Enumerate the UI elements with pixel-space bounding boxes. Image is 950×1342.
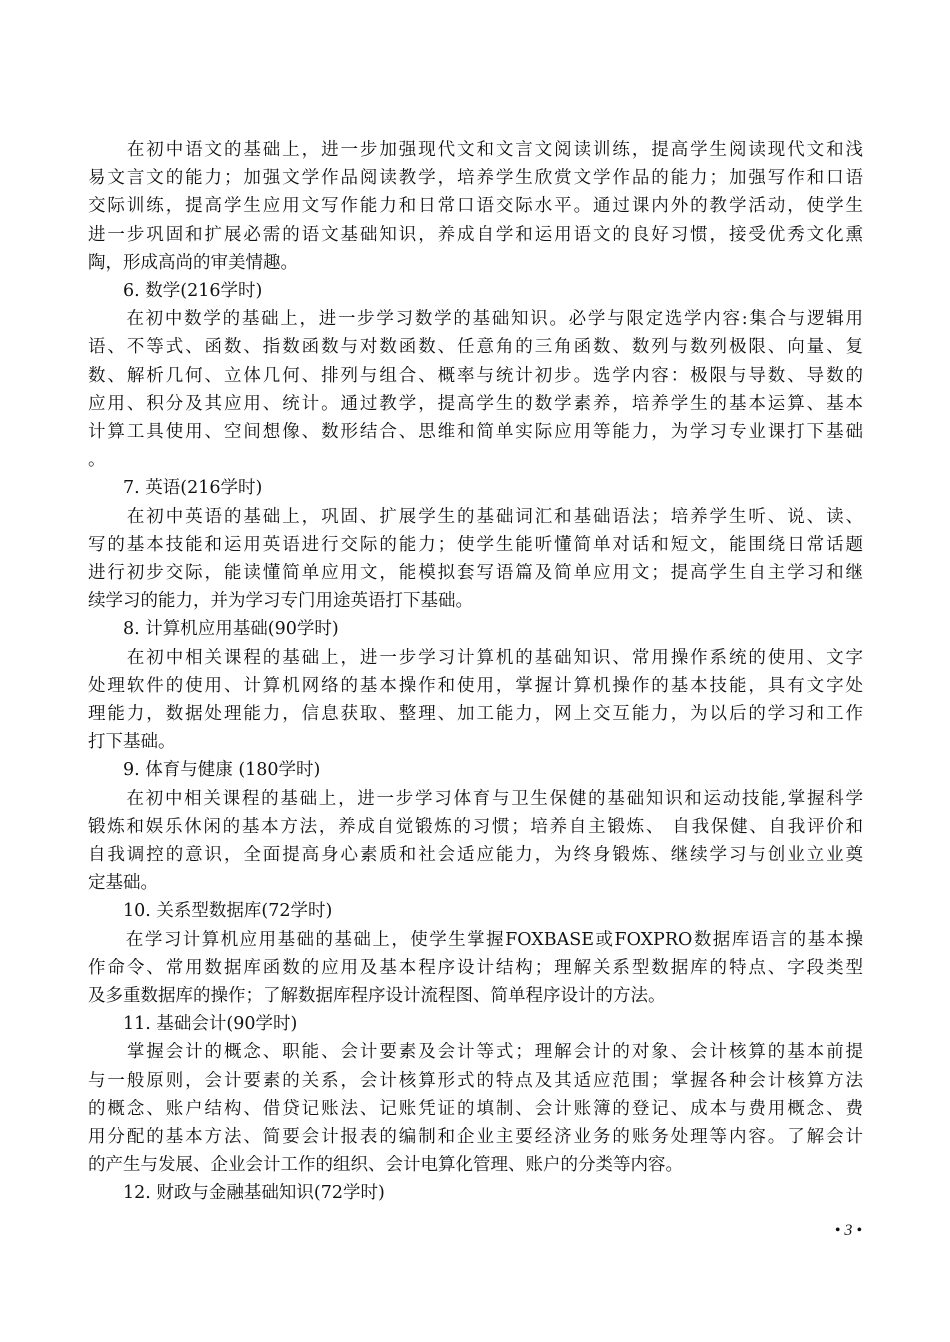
text-line: 7. 英语(216学时) — [88, 478, 263, 499]
text-line: 续学习的能力，并为学习专门用途英语打下基础。 — [88, 591, 473, 612]
text-line: 10. 关系型数据库(72学时) — [88, 901, 333, 922]
text-line: 8. 计算机应用基础(90学时) — [88, 619, 339, 640]
text-line: 在初中相关课程的基础上，进一步学习体育与卫生保健的基础知识和运动技能,掌握科学 — [88, 788, 863, 809]
text-line: 与一般原则，会计要素的关系，会计核算形式的特点及其适应范围；掌握各种会计核算方法 — [88, 1070, 863, 1091]
text-line: 及多重数据库的操作；了解数据库程序设计流程图、简单程序设计的方法。 — [88, 986, 666, 1006]
text-line: 在初中相关课程的基础上，进一步学习计算机的基础知识、常用操作系统的使用、文字 — [88, 647, 863, 668]
text-line: 定基础。 — [88, 873, 158, 894]
text-line: 计算工具使用、空间想像、数形结合、思维和简单实际应用等能力，为学习专业课打下基础 — [88, 422, 863, 442]
text-line: 。 — [88, 450, 106, 471]
text-line: 在初中英语的基础上，巩固、扩展学生的基础词汇和基础语法；培养学生听、说、读、 — [88, 506, 863, 527]
text-line: 锻炼和娱乐休闲的基本方法，养成自觉锻炼的习惯；培养自主锻炼、 自我保健、自我评价和 — [88, 816, 863, 837]
text-line: 6. 数学(216学时) — [88, 281, 263, 301]
text-line: 11. 基础会计(90学时) — [88, 1014, 298, 1035]
text-line: 易文言文的能力；加强文学作品阅读教学，培养学生欣赏文学作品的能力；加强写作和口语 — [88, 168, 863, 189]
text-line: 用分配的基本方法、简要会计报表的编制和企业主要经济业务的账务处理等内容。了解会计 — [88, 1127, 863, 1147]
page-number: • 3 • — [834, 1222, 862, 1239]
text-line: 陶，形成高尚的审美情趣。 — [88, 252, 298, 273]
text-line: 12. 财政与金融基础知识(72学时) — [88, 1183, 385, 1204]
text-line: 交际训练，提高学生应用文写作能力和日常口语交际水平。通过课内外的教学活动，使学生 — [88, 196, 863, 217]
text-line: 在初中语文的基础上，进一步加强现代文和文言文阅读训练，提高学生阅读现代文和浅 — [88, 140, 863, 160]
text-line: 数、解析几何、立体几何、排列与组合、概率与统计初步。选学内容：极限与导数、导数的 — [88, 365, 863, 386]
text-line: 打下基础。 — [88, 732, 176, 753]
text-line: 在学习计算机应用基础的基础上，使学生掌握FOXBASE或FOXPRO数据库语言的基本操 — [88, 929, 863, 950]
text-line: 的概念、账户结构、借贷记账法、记账凭证的填制、会计账簿的登记、成本与费用概念、费 — [88, 1098, 863, 1119]
text-line: 掌握会计的概念、职能、会计要素及会计等式；理解会计的对象、会计核算的基本前提 — [88, 1042, 863, 1063]
text-line: 语、不等式、函数、指数函数与对数函数、任意角的三角函数、数列与数列极限、向量、复 — [88, 337, 863, 358]
text-line: 写的基本技能和运用英语进行交际的能力；使学生能听懂简单对话和短文，能围绕日常话题 — [88, 534, 863, 555]
text-line: 处理软件的使用、计算机网络的基本操作和使用，掌握计算机操作的基本技能，具有文字处 — [88, 675, 863, 696]
text-line: 自我调控的意识，全面提高身心素质和社会适应能力，为终身锻炼、继续学习与创业立业奠 — [88, 845, 863, 865]
text-line: 进行初步交际，能读懂简单应用文，能模拟套写语篇及简单应用文；提高学生自主学习和继 — [88, 563, 863, 583]
text-line: 作命令、常用数据库函数的应用及基本程序设计结构；理解关系型数据库的特点、字段类型 — [88, 957, 863, 978]
text-line: 9. 体育与健康 (180学时) — [88, 760, 321, 781]
text-line: 理能力，数据处理能力，信息获取、整理、加工能力，网上交互能力，为以后的学习和工作 — [88, 704, 863, 724]
text-line: 应用、积分及其应用、统计。通过教学，提高学生的数学素养，培养学生的基本运算、基本 — [88, 393, 863, 414]
text-line: 在初中数学的基础上，进一步学习数学的基础知识。必学与限定选学内容:集合与逻辑用 — [88, 309, 863, 330]
text-line: 的产生与发展、企业会计工作的组织、会计电算化管理、账户的分类等内容。 — [88, 1155, 683, 1176]
text-line: 进一步巩固和扩展必需的语文基础知识，养成自学和运用语文的良好习惯，接受优秀文化熏 — [88, 224, 863, 245]
